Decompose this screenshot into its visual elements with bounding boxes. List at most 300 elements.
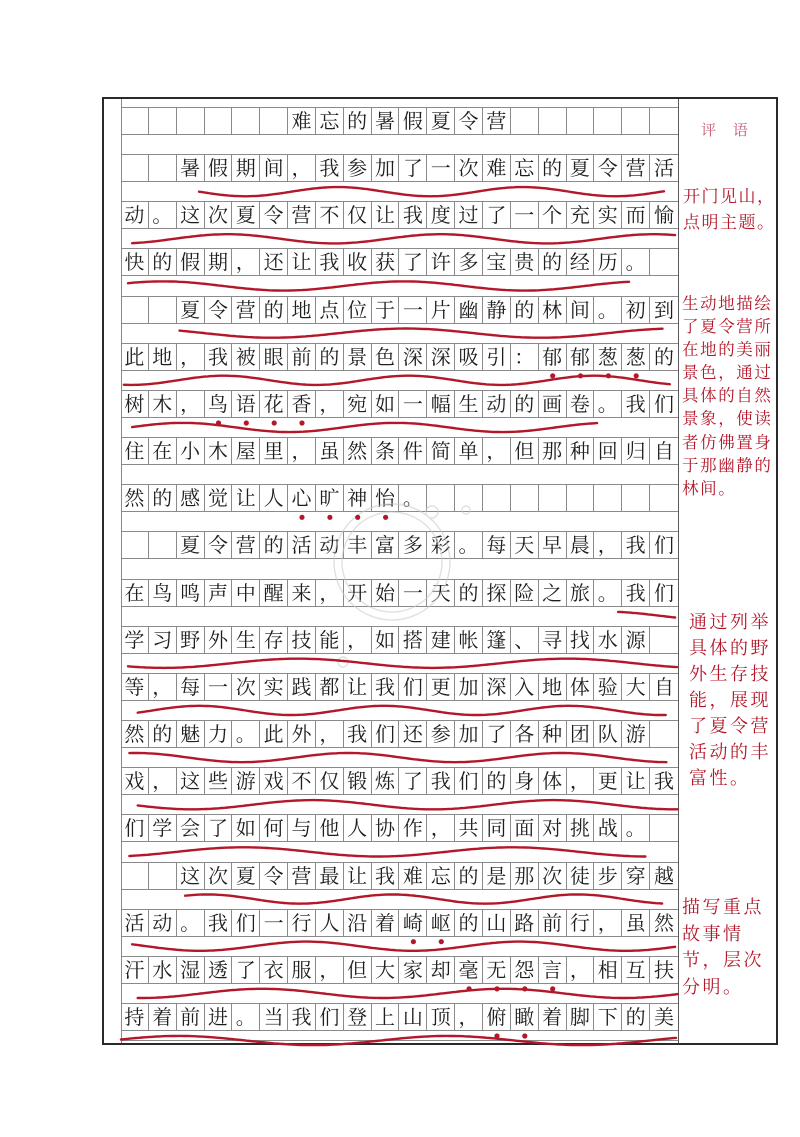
- char-cell: 了: [483, 721, 511, 747]
- char-cell: 期: [205, 249, 233, 275]
- char-cell: 对: [539, 815, 567, 841]
- char-cell: 画: [539, 391, 567, 417]
- char-cell: 营: [232, 297, 260, 323]
- char-cell: 下: [594, 1004, 622, 1030]
- char-cell: 多: [399, 532, 427, 558]
- char-cell: 感: [177, 485, 205, 511]
- char-cell: 服: [288, 957, 316, 983]
- char-cell: 等: [121, 674, 149, 700]
- char-cell: 了: [399, 249, 427, 275]
- char-cell: 假: [177, 249, 205, 275]
- char-cell: 来: [288, 580, 316, 606]
- char-cell: 此: [260, 721, 288, 747]
- text-row: [121, 437, 678, 465]
- char-cell: 水: [149, 957, 177, 983]
- char-cell: 实: [260, 674, 288, 700]
- title-char-cell: 难: [288, 108, 316, 134]
- char-cell: 各: [511, 721, 539, 747]
- char-cell: 深: [399, 344, 427, 370]
- char-cell: 顶: [427, 1004, 455, 1030]
- char-cell: 学: [149, 815, 177, 841]
- char-cell: 体: [539, 768, 567, 794]
- char-cell: 一: [511, 202, 539, 228]
- char-cell: ，: [316, 721, 344, 747]
- text-row: [121, 579, 678, 607]
- char-cell: 简: [427, 438, 455, 464]
- char-cell: 习: [149, 627, 177, 653]
- char-cell: 。: [594, 297, 622, 323]
- text-row: [121, 390, 678, 418]
- char-cell: ，: [427, 815, 455, 841]
- char-cell: 寻: [539, 627, 567, 653]
- char-cell: 生: [455, 391, 483, 417]
- char-cell: 相: [594, 957, 622, 983]
- char-cell: ，: [232, 249, 260, 275]
- char-cell: 水: [594, 627, 622, 653]
- char-cell: 们: [653, 391, 674, 416]
- char-cell: 扶: [653, 957, 674, 982]
- char-cell: ，: [483, 438, 511, 464]
- text-row: [121, 154, 678, 182]
- char-cell: 自: [653, 674, 674, 699]
- char-cell: 让: [344, 674, 372, 700]
- char-cell: 入: [511, 674, 539, 700]
- char-cell: 学: [121, 627, 149, 653]
- char-cell: 瞰: [511, 1004, 539, 1030]
- char-cell: 一: [260, 910, 288, 936]
- text-row: [121, 862, 678, 890]
- empty-cell: [650, 108, 678, 134]
- comment-line: 在地的美丽: [682, 340, 773, 360]
- char-cell: 忘: [427, 863, 455, 889]
- char-cell: 我: [622, 532, 650, 558]
- char-cell: 快: [121, 249, 149, 275]
- char-cell: 步: [594, 863, 622, 889]
- char-cell: 动: [121, 202, 149, 228]
- char-cell: 位: [344, 297, 372, 323]
- char-cell: 我: [622, 391, 650, 417]
- comment-line: 于那幽静的: [682, 455, 773, 475]
- text-row: [121, 296, 678, 324]
- empty-cell: [121, 108, 149, 134]
- empty-cell: [177, 108, 205, 134]
- char-cell: 每: [483, 532, 511, 558]
- char-cell: 的: [483, 768, 511, 794]
- comment-line: 者仿佛置身: [682, 432, 773, 452]
- text-row: [121, 720, 678, 748]
- char-cell: 让: [344, 863, 372, 889]
- char-cell: 吸: [455, 344, 483, 370]
- char-cell: 早: [539, 532, 567, 558]
- char-cell: 忘: [511, 155, 539, 181]
- comment-note-plot: [682, 895, 764, 1002]
- char-cell: 动: [483, 391, 511, 417]
- char-cell: 游: [622, 721, 650, 747]
- char-cell: 验: [594, 674, 622, 700]
- empty-cell: [455, 485, 483, 511]
- char-cell: 加: [455, 721, 483, 747]
- char-cell: 脚: [567, 1004, 595, 1030]
- char-cell: 夏: [232, 863, 260, 889]
- char-cell: 登: [344, 1004, 372, 1030]
- char-cell: 种: [539, 721, 567, 747]
- char-cell: 然: [344, 438, 372, 464]
- text-row: [121, 248, 678, 276]
- char-cell: 的: [149, 721, 177, 747]
- char-cell: 一: [427, 155, 455, 181]
- char-cell: 而: [622, 202, 650, 228]
- comment-line: 了夏令营: [689, 716, 771, 737]
- char-cell: 他: [316, 815, 344, 841]
- comment-line: 景象，使读: [682, 409, 773, 429]
- comment-line: 开门见山，: [683, 187, 776, 207]
- char-cell: 家: [399, 957, 427, 983]
- char-cell: 在: [149, 438, 177, 464]
- char-cell: 景: [344, 344, 372, 370]
- comment-column: [679, 99, 776, 1043]
- char-cell: 外: [205, 627, 233, 653]
- comment-line: 外生存技: [689, 664, 771, 685]
- char-cell: 俯: [483, 1004, 511, 1030]
- char-cell: 然: [653, 910, 674, 935]
- comment-line: 林间。: [682, 478, 737, 498]
- char-cell: 戏: [121, 768, 149, 794]
- empty-cell: [205, 108, 233, 134]
- char-cell: 着: [539, 1004, 567, 1030]
- char-cell: 然: [121, 721, 149, 747]
- char-cell: 加: [455, 674, 483, 700]
- char-cell: 的: [511, 391, 539, 417]
- char-cell: 我: [399, 202, 427, 228]
- char-cell: 卷: [567, 391, 595, 417]
- char-cell: 生: [232, 627, 260, 653]
- char-cell: 初: [622, 297, 650, 323]
- char-cell: 一: [205, 674, 233, 700]
- char-cell: 还: [399, 721, 427, 747]
- comment-line: 生动地描绘: [682, 294, 773, 313]
- empty-cell: [232, 108, 260, 134]
- char-cell: 着: [372, 910, 400, 936]
- comment-note-scenery: [682, 292, 773, 500]
- char-cell: 实: [594, 202, 622, 228]
- empty-cell: [622, 485, 650, 511]
- empty-cell: [650, 485, 678, 511]
- char-cell: 之: [539, 580, 567, 606]
- char-cell: 毫: [455, 957, 483, 983]
- char-cell: 度: [427, 202, 455, 228]
- char-cell: 树: [121, 391, 149, 417]
- char-cell: 的: [316, 344, 344, 370]
- char-cell: 沿: [344, 910, 372, 936]
- text-row: [121, 909, 678, 937]
- char-cell: 。: [594, 580, 622, 606]
- text-row: [121, 343, 678, 371]
- char-cell: 险: [511, 580, 539, 606]
- char-cell: 次: [205, 863, 233, 889]
- char-cell: 践: [288, 674, 316, 700]
- char-cell: 贵: [511, 249, 539, 275]
- char-cell: 会: [177, 815, 205, 841]
- char-cell: 虽: [316, 438, 344, 464]
- text-row: [121, 767, 678, 795]
- char-cell: 力: [205, 721, 233, 747]
- char-cell: 让: [288, 249, 316, 275]
- char-cell: 徒: [567, 863, 595, 889]
- char-cell: 营: [622, 155, 650, 181]
- comment-column-header: 评 语: [701, 121, 754, 139]
- char-cell: 。: [149, 202, 177, 228]
- char-cell: 。: [177, 910, 205, 936]
- char-cell: 那: [511, 863, 539, 889]
- text-row: [121, 626, 678, 654]
- char-cell: 活: [288, 532, 316, 558]
- char-cell: ，: [594, 532, 622, 558]
- char-cell: 前: [539, 910, 567, 936]
- text-row: [121, 201, 678, 229]
- char-cell: 的: [149, 485, 177, 511]
- char-cell: 如: [232, 815, 260, 841]
- char-cell: 们: [372, 721, 400, 747]
- text-row: [121, 531, 678, 559]
- comment-line: 故事情: [682, 923, 744, 945]
- char-cell: 这: [177, 768, 205, 794]
- char-cell: 我: [344, 721, 372, 747]
- char-cell: 次: [455, 155, 483, 181]
- char-cell: 如: [372, 391, 400, 417]
- char-cell: 互: [622, 957, 650, 983]
- char-cell: 葱: [594, 344, 622, 370]
- char-cell: 彩: [427, 532, 455, 558]
- char-cell: 间: [260, 155, 288, 181]
- empty-cell: [427, 485, 455, 511]
- char-cell: 。: [399, 485, 427, 511]
- title-char-cell: 令: [455, 108, 483, 134]
- char-cell: ，: [567, 957, 595, 983]
- char-cell: ，: [177, 391, 205, 417]
- char-cell: 们: [653, 580, 674, 605]
- char-cell: 旅: [567, 580, 595, 606]
- char-cell: 持: [121, 1004, 149, 1030]
- char-cell: 的: [539, 249, 567, 275]
- empty-cell: [622, 108, 650, 134]
- char-cell: 篷: [483, 627, 511, 653]
- char-cell: 的: [260, 297, 288, 323]
- char-cell: 间: [567, 297, 595, 323]
- empty-cell: [650, 627, 678, 653]
- empty-cell: [149, 108, 177, 134]
- char-cell: 语: [232, 391, 260, 417]
- char-cell: 片: [427, 297, 455, 323]
- char-cell: 前: [288, 344, 316, 370]
- char-cell: 共: [455, 815, 483, 841]
- char-cell: ，: [288, 438, 316, 464]
- comment-line: 了夏令营所: [682, 317, 773, 337]
- text-row: [121, 814, 678, 842]
- char-cell: 都: [316, 674, 344, 700]
- char-cell: 大: [372, 957, 400, 983]
- char-cell: 神: [344, 485, 372, 511]
- char-cell: 我: [316, 155, 344, 181]
- char-cell: 建: [427, 627, 455, 653]
- char-cell: 幅: [427, 391, 455, 417]
- char-cell: 归: [622, 438, 650, 464]
- char-cell: ，: [567, 768, 595, 794]
- char-cell: 点: [316, 297, 344, 323]
- char-cell: 不: [288, 768, 316, 794]
- empty-cell: [567, 108, 595, 134]
- char-cell: 多: [455, 249, 483, 275]
- char-cell: 花: [260, 391, 288, 417]
- char-cell: 种: [567, 438, 595, 464]
- char-cell: 丰: [344, 532, 372, 558]
- char-cell: 次: [232, 674, 260, 700]
- char-cell: 的: [511, 297, 539, 323]
- empty-cell: [149, 155, 177, 181]
- char-cell: 大: [622, 674, 650, 700]
- empty-cell: [594, 108, 622, 134]
- char-cell: 中: [232, 580, 260, 606]
- char-cell: 着: [149, 1004, 177, 1030]
- char-cell: 参: [427, 721, 455, 747]
- char-cell: 旷: [316, 485, 344, 511]
- char-cell: ，: [288, 155, 316, 181]
- comment-line: 活动的丰: [689, 742, 771, 763]
- char-cell: 进: [205, 1004, 233, 1030]
- char-cell: 幽: [455, 297, 483, 323]
- char-cell: 路: [511, 910, 539, 936]
- title-char-cell: 暑: [372, 108, 400, 134]
- char-cell: 穿: [622, 863, 650, 889]
- char-cell: ，: [177, 344, 205, 370]
- comment-line: 节，层次: [682, 950, 764, 972]
- char-cell: 炼: [372, 768, 400, 794]
- char-cell: 。: [622, 249, 650, 275]
- char-cell: 探: [483, 580, 511, 606]
- comment-line: 景色，通过: [682, 363, 773, 383]
- char-cell: 富: [372, 532, 400, 558]
- char-cell: 作: [399, 815, 427, 841]
- char-cell: 虽: [622, 910, 650, 936]
- char-cell: 鸣: [177, 580, 205, 606]
- char-cell: 愉: [653, 203, 674, 228]
- empty-cell: [121, 297, 149, 323]
- char-cell: 山: [399, 1004, 427, 1030]
- char-cell: 仅: [316, 768, 344, 794]
- char-cell: 里: [260, 438, 288, 464]
- char-cell: 那: [539, 438, 567, 464]
- char-cell: 香: [288, 391, 316, 417]
- char-cell: 醒: [260, 580, 288, 606]
- char-cell: 天: [511, 532, 539, 558]
- comment-line: 描写重点: [682, 897, 764, 918]
- char-cell: 外: [288, 721, 316, 747]
- char-cell: 让: [372, 202, 400, 228]
- char-cell: 上: [372, 1004, 400, 1030]
- empty-cell: [121, 532, 149, 558]
- char-cell: 每: [177, 674, 205, 700]
- char-cell: 了: [205, 815, 233, 841]
- char-cell: 能: [316, 627, 344, 653]
- char-cell: 言: [539, 957, 567, 983]
- char-cell: 郁: [539, 344, 567, 370]
- char-cell: 们: [399, 674, 427, 700]
- char-cell: 被: [232, 344, 260, 370]
- char-cell: 的: [455, 580, 483, 606]
- title-char-cell: 忘: [316, 108, 344, 134]
- char-cell: 衣: [260, 957, 288, 983]
- char-cell: 戏: [260, 768, 288, 794]
- char-cell: ，: [149, 674, 177, 700]
- text-row: [121, 956, 678, 984]
- char-cell: 体: [567, 674, 595, 700]
- char-cell: 次: [205, 202, 233, 228]
- char-cell: 营: [288, 202, 316, 228]
- char-cell: 于: [372, 297, 400, 323]
- empty-cell: [260, 108, 288, 134]
- char-cell: 我: [372, 674, 400, 700]
- char-cell: 鸟: [149, 580, 177, 606]
- char-cell: 却: [427, 957, 455, 983]
- char-cell: 假: [205, 155, 233, 181]
- char-cell: 木: [205, 438, 233, 464]
- char-cell: 身: [511, 768, 539, 794]
- char-cell: 更: [427, 674, 455, 700]
- empty-cell: [511, 485, 539, 511]
- char-cell: 晨: [567, 532, 595, 558]
- char-cell: 回: [594, 438, 622, 464]
- char-cell: 令: [205, 297, 233, 323]
- char-cell: ，: [316, 391, 344, 417]
- comment-line: 富性。: [689, 768, 751, 789]
- char-cell: 存: [260, 627, 288, 653]
- char-cell: 的: [622, 1004, 650, 1030]
- char-cell: 挑: [567, 815, 595, 841]
- char-cell: 过: [455, 202, 483, 228]
- char-cell: 崎: [399, 910, 427, 936]
- char-cell: 了: [399, 155, 427, 181]
- empty-cell: [149, 532, 177, 558]
- char-cell: 经: [567, 249, 595, 275]
- char-cell: 获: [372, 249, 400, 275]
- empty-cell: [511, 108, 539, 134]
- text-row: [121, 484, 678, 512]
- char-cell: 汗: [121, 957, 149, 983]
- empty-cell: [650, 721, 678, 747]
- title-char-cell: 夏: [427, 108, 455, 134]
- text-row: [121, 673, 678, 701]
- empty-cell: [650, 249, 678, 275]
- char-cell: 历: [594, 249, 622, 275]
- char-cell: 我: [316, 249, 344, 275]
- char-cell: 令: [205, 532, 233, 558]
- comment-line: 点明主题。: [683, 213, 776, 233]
- char-cell: 游: [232, 768, 260, 794]
- empty-cell: [121, 155, 149, 181]
- char-cell: 条: [372, 438, 400, 464]
- char-cell: 。: [232, 1004, 260, 1030]
- char-cell: 个: [539, 202, 567, 228]
- char-cell: 色: [372, 344, 400, 370]
- char-cell: 然: [121, 485, 149, 511]
- char-cell: 在: [121, 580, 149, 606]
- char-cell: 与: [288, 815, 316, 841]
- char-cell: 地: [288, 297, 316, 323]
- char-cell: 最: [316, 863, 344, 889]
- char-cell: ：: [511, 344, 539, 370]
- comment-line: 能，展现: [689, 690, 771, 711]
- text-row: [121, 1003, 678, 1031]
- char-cell: 岖: [427, 910, 455, 936]
